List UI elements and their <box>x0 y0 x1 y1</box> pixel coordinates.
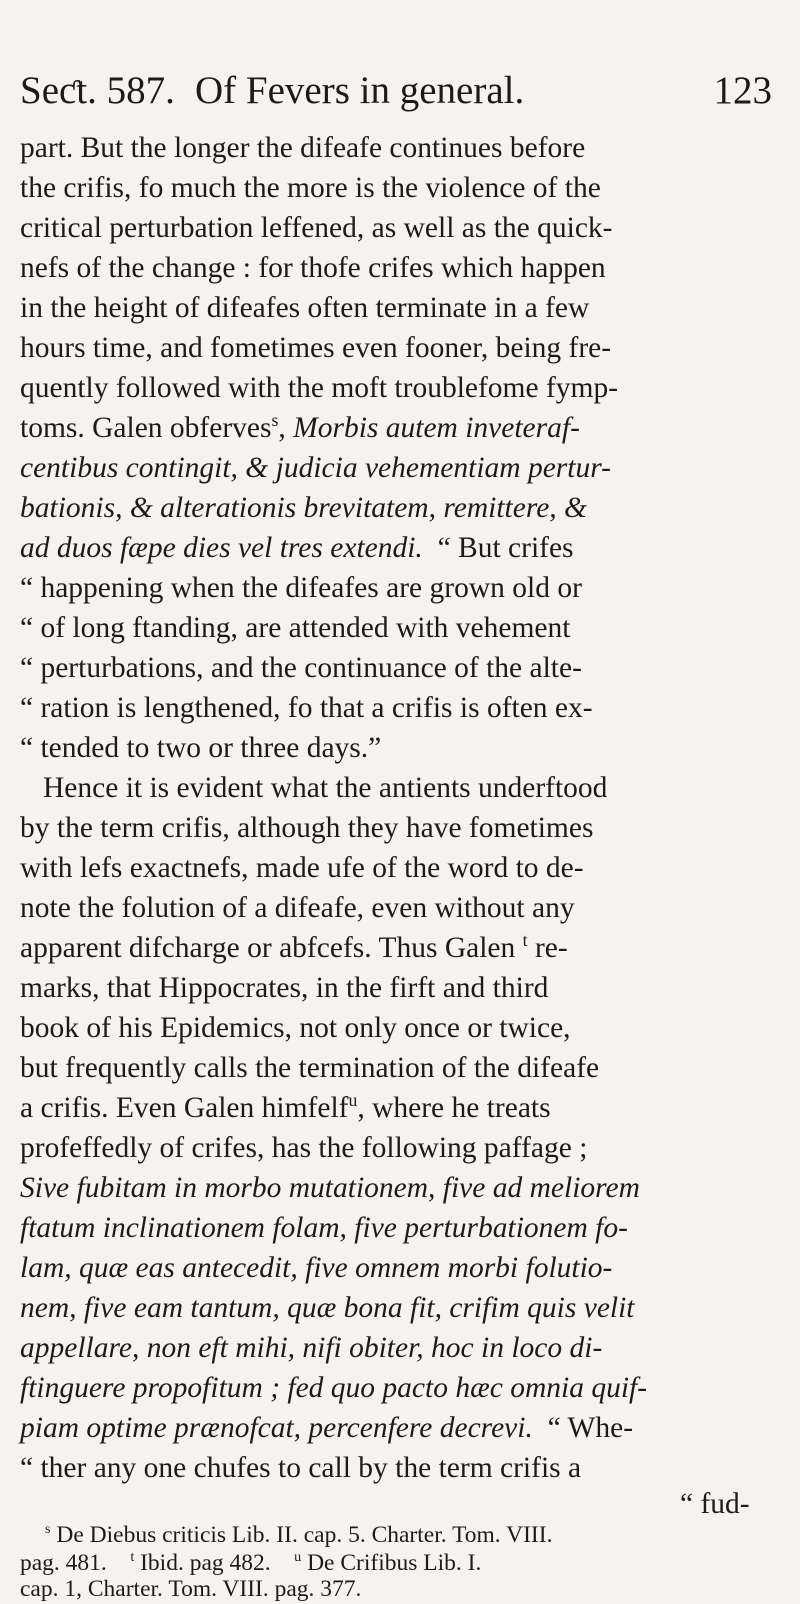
text-line: by the term crifis, although they have fometimes <box>20 812 594 844</box>
footnote-marker: t <box>130 1549 135 1566</box>
text-line: but frequently calls the termination of the difeafe <box>20 1052 600 1084</box>
latin-quote: Morbis autem inveteraf- <box>293 412 580 444</box>
text-line: “ perturbations, and the continuance of the alte- <box>20 652 582 684</box>
text-line: note the folution of a difeafe, even without any <box>20 892 575 924</box>
text-run: “ But crifes <box>437 532 574 564</box>
text-line <box>20 1088 780 1128</box>
text-line: “ ther any one chufes to call by the term crifis a <box>20 1452 582 1484</box>
text-line: appellare, non eft mihi, nifi obiter, hoc in loco di- <box>20 1332 603 1364</box>
footnote-marker: s <box>271 410 279 431</box>
footnote-text: Ibid. pag 482. <box>140 1550 271 1576</box>
section-number: Seƈt. 587. <box>20 69 175 112</box>
text-line: “ happening when the difeafes are grown old or <box>20 572 582 604</box>
text-line: nefs of the change : for thofe crifes which happen <box>20 252 606 284</box>
text-line: “ of long ftanding, are attended with vehement <box>20 612 571 644</box>
footnote: cap. 1, Charter. Tom. VIII. pag. 377. <box>20 1576 362 1602</box>
text-line: “ tended to two or three days.” <box>20 732 382 764</box>
text-run: , where he treats <box>357 1092 551 1124</box>
text-line: profeffedly of crifes, has the following paffage ; <box>20 1132 588 1164</box>
footnote-marker: u <box>294 1549 302 1566</box>
text-line: centibus contingit, & judicia vehementiam pertur- <box>20 452 611 484</box>
text-line: part. But the longer the difeafe continues before <box>20 132 586 164</box>
footnote-marker: s <box>45 1521 51 1538</box>
page-number: 123 <box>713 69 772 112</box>
text-line: toms. Galen obferves$^s$, Morbis autem inveteraf- <box>20 410 580 444</box>
text-line: critical perturbation leffened, as well as the quick- <box>20 212 613 244</box>
text-line: the crifis, fo much the more is the violence of the <box>20 172 601 204</box>
text-line: marks, that Hippocrates, in the firft and third <box>20 972 549 1004</box>
text-line: Sive fubitam in morbo mutationem, five ad meliorem <box>20 1172 640 1204</box>
text-line <box>20 1408 780 1448</box>
text-run: re- <box>534 932 568 964</box>
running-header <box>20 68 772 122</box>
text-line: “ ration is lengthened, fo that a crifis is often ex- <box>20 692 593 724</box>
footnote-text: pag. 481. <box>20 1550 107 1576</box>
text-line: lam, quæ eas antecedit, five omnem morbi folutio- <box>20 1252 613 1284</box>
text-line: book of his Epidemics, not only once or twice, <box>20 1012 571 1044</box>
footnote-text: De Crifibus Lib. I. <box>307 1550 482 1576</box>
text-line <box>20 928 780 968</box>
text-run: toms. Galen obferves <box>20 412 272 444</box>
footnote <box>45 1520 800 1550</box>
catchword: “ fud- <box>680 1488 750 1520</box>
text-line: Hence it is evident what the antients underftood <box>43 772 608 804</box>
text-run: “ Whe- <box>547 1412 634 1444</box>
text-line: ftatum inclinationem folam, five perturbationem fo- <box>20 1212 628 1244</box>
text-line: with lefs exactnefs, made ufe of the word to de- <box>20 852 584 884</box>
latin-quote: ad duos fæpe dies vel tres extendi. <box>20 532 423 564</box>
text-line: nem, five eam tantum, quæ bona fit, crifim quis velit <box>20 1292 635 1324</box>
footnote-text: De Diebus criticis Lib. II. cap. 5. Charter. Tom. VIII. <box>56 1522 553 1548</box>
footnote-marker: u <box>348 1090 358 1111</box>
text-run: apparent difcharge or abfcefs. Thus Galen <box>20 932 516 964</box>
text-line: bationis, & alterationis brevitatem, remittere, & <box>20 492 587 524</box>
text-line: hours time, and fometimes even fooner, being fre- <box>20 332 612 364</box>
footnote-marker: t <box>522 930 528 951</box>
text-run: a crifis. Even Galen himfelf <box>20 1092 349 1124</box>
text-line: in the height of difeafes often terminate in a few <box>20 292 590 324</box>
text-line <box>20 528 780 568</box>
text-line: quently followed with the moft troublefome fymp- <box>20 372 619 404</box>
running-title: Of Fevers in general. <box>195 69 525 112</box>
text-line: ftinguere propofitum ; fed quo pacto hæc omnia quif- <box>20 1372 648 1404</box>
latin-quote: piam optime prænofcat, percenfere decrevi. <box>20 1412 533 1444</box>
